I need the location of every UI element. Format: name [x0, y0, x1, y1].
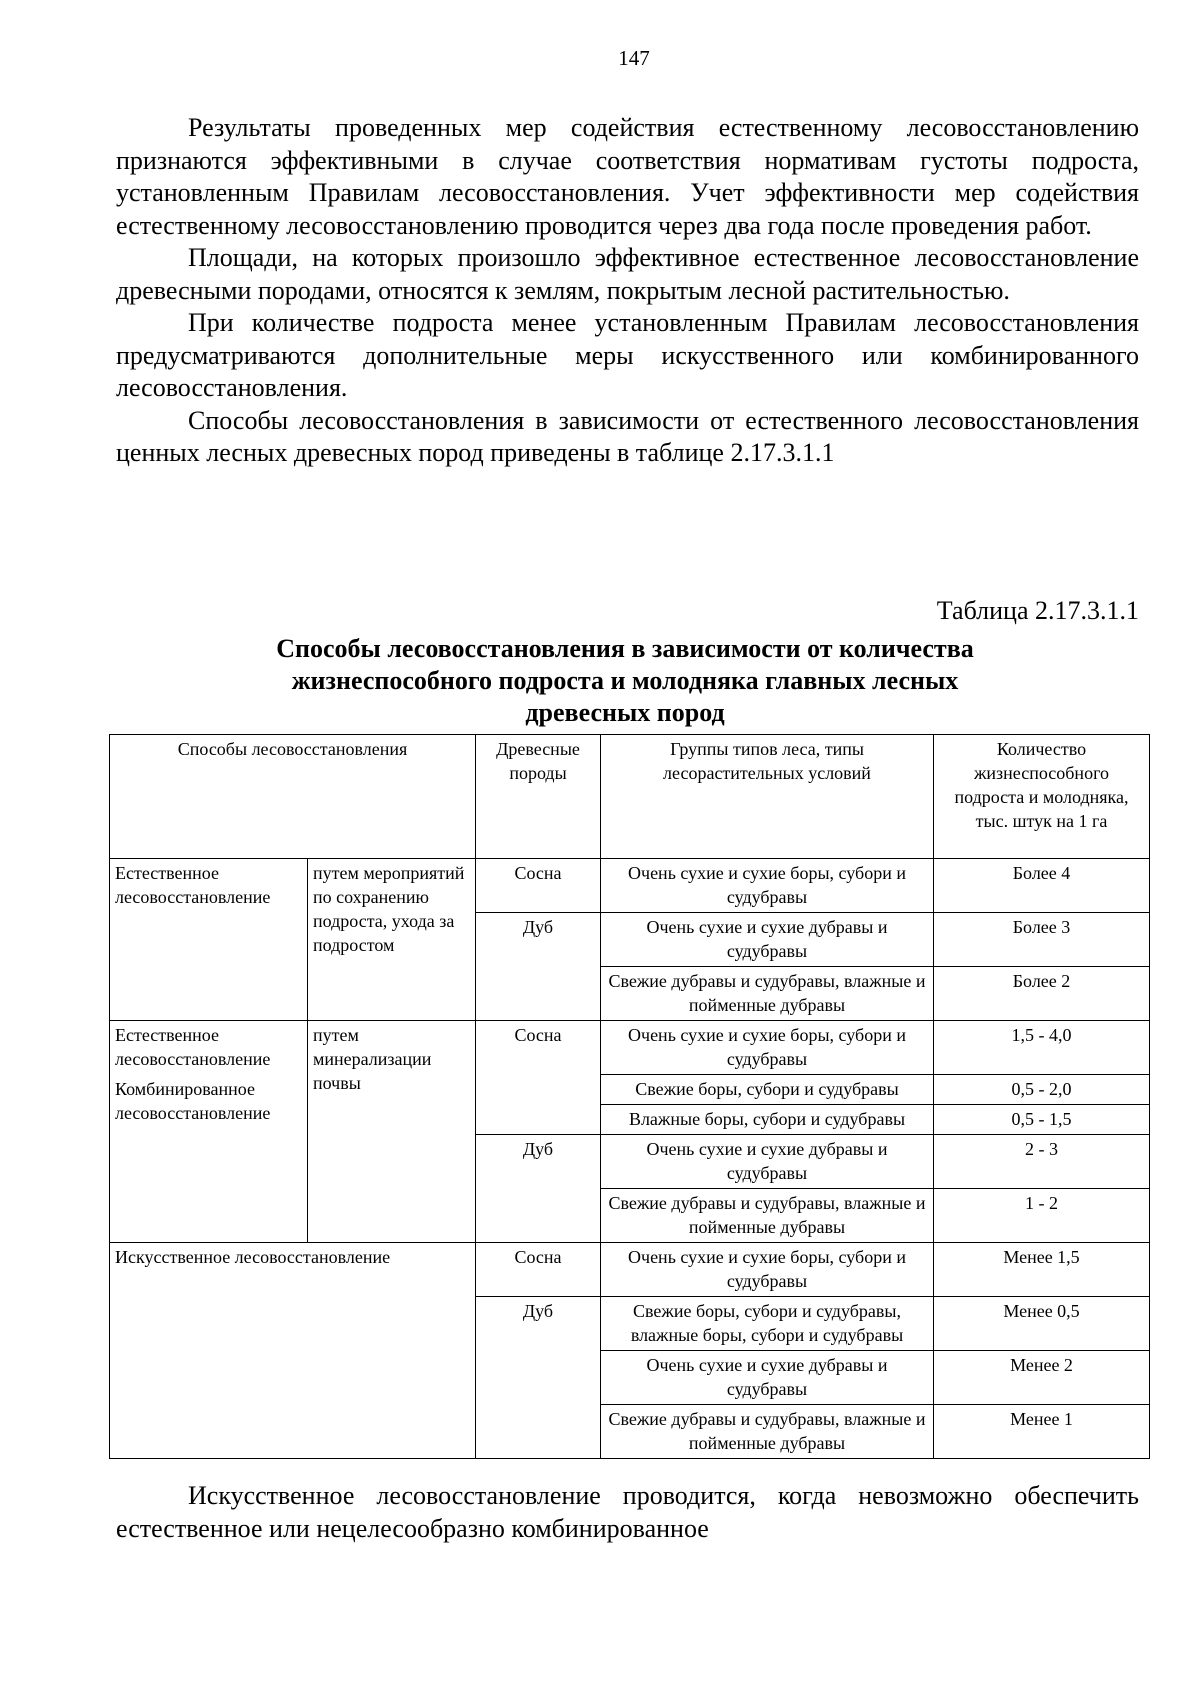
- paragraph: Искусственное лесовосстановление проводится, когда невозможно обеспечить естественное или нецелесообразно комбинированное: [116, 1481, 1139, 1543]
- table-title-line: жизнеспособного подроста и молодняка главных лесных: [291, 666, 959, 695]
- group-cell: Свежие боры, субори и судубравы: [601, 1075, 934, 1105]
- species-cell: Дуб: [476, 913, 601, 1021]
- quantity-cell: Менее 1: [934, 1405, 1150, 1459]
- closing-text: [116, 1480, 1139, 1545]
- table-row: [110, 1243, 1150, 1297]
- paragraph: Результаты проведенных мер содействия естественному лесовосстановлению признаются эффективными в случае соответствия нормативам густоты подроста, установленным Правилам лесовосстановления. Учет эффективности мер содействия естественному лесовосстановлению проводится через два года после проведения работ.: [116, 113, 1139, 240]
- means-cell: путем мероприятий по сохранению подроста, ухода за подростом: [308, 859, 476, 1021]
- table-row: [110, 859, 1150, 913]
- table-row: [110, 1075, 1150, 1105]
- group-cell: Очень сухие и сухие боры, субори и судубравы: [601, 859, 934, 913]
- quantity-cell: 0,5 - 1,5: [934, 1105, 1150, 1135]
- quantity-cell: 2 - 3: [934, 1135, 1150, 1189]
- intro-text: [116, 112, 1139, 470]
- quantity-cell: 1 - 2: [934, 1189, 1150, 1243]
- species-cell: Дуб: [476, 1135, 601, 1243]
- paragraph: Способы лесовосстановления в зависимости от естественного лесовосстановления ценных лесных древесных пород приведены в таблице 2.17.3.1.1: [116, 405, 1139, 467]
- reforestation-table: [109, 734, 1150, 1459]
- table-header-row: [110, 735, 1150, 859]
- species-cell: Сосна: [476, 1243, 601, 1297]
- quantity-cell: Менее 2: [934, 1351, 1150, 1405]
- method-cell: Искусственное лесовосстановление: [110, 1243, 476, 1459]
- species-cell: Сосна: [476, 859, 601, 913]
- quantity-cell: 0,5 - 2,0: [934, 1075, 1150, 1105]
- quantity-cell: Более 3: [934, 913, 1150, 967]
- table-title: [110, 633, 1140, 729]
- species-cell: Дуб: [476, 1297, 601, 1459]
- paragraph: При количестве подроста менее установленным Правилам лесовосстановления предусматриваются дополнительные меры искусственного или комбинированного лесовосстановления.: [116, 308, 1139, 402]
- header-methods: Способы лесовосстановления: [110, 735, 476, 859]
- quantity-cell: Более 2: [934, 967, 1150, 1021]
- header-quantity: Количество жизнеспособного подроста и молодняка, тыс. штук на 1 га: [934, 735, 1150, 859]
- means-cell: путем минерализации почвы: [308, 1021, 476, 1243]
- group-cell: Очень сухие и сухие дубравы и судубравы: [601, 1135, 934, 1189]
- quantity-cell: Более 4: [934, 859, 1150, 913]
- page-number: 147: [618, 46, 650, 70]
- quantity-cell: Менее 1,5: [934, 1243, 1150, 1297]
- species-cell: Сосна: [476, 1021, 601, 1135]
- group-cell: Свежие дубравы и судубравы, влажные и пойменные дубравы: [601, 1405, 934, 1459]
- quantity-cell: Менее 0,5: [934, 1297, 1150, 1351]
- group-cell: Свежие боры, субори и судубравы, влажные боры, субори и судубравы: [601, 1297, 934, 1351]
- group-cell: Очень сухие и сухие боры, субори и судубравы: [601, 1243, 934, 1297]
- group-cell: Свежие дубравы и судубравы, влажные и пойменные дубравы: [601, 967, 934, 1021]
- method-cell: Комбинированное лесовосстановление: [110, 1075, 308, 1243]
- method-cell: Естественное лесовосстановление: [110, 1021, 308, 1075]
- group-cell: Очень сухие и сухие дубравы и судубравы: [601, 1351, 934, 1405]
- table-label: Таблица 2.17.3.1.1: [936, 596, 1139, 625]
- header-groups: Группы типов леса, типы лесорастительных условий: [601, 735, 934, 859]
- group-cell: Влажные боры, субори и судубравы: [601, 1105, 934, 1135]
- table-title-line: древесных пород: [525, 698, 725, 727]
- table-row: [110, 1021, 1150, 1075]
- method-cell: Естественное лесовосстановление: [110, 859, 308, 1021]
- group-cell: Очень сухие и сухие дубравы и судубравы: [601, 913, 934, 967]
- table-title-line: Способы лесовосстановления в зависимости от количества: [276, 634, 974, 663]
- header-species: Древесные породы: [476, 735, 601, 859]
- group-cell: Свежие дубравы и судубравы, влажные и пойменные дубравы: [601, 1189, 934, 1243]
- quantity-cell: 1,5 - 4,0: [934, 1021, 1150, 1075]
- paragraph: Площади, на которых произошло эффективное естественное лесовосстановление древесными породами, относятся к землям, покрытым лесной растительностью.: [116, 243, 1139, 305]
- group-cell: Очень сухие и сухие боры, субори и судубравы: [601, 1021, 934, 1075]
